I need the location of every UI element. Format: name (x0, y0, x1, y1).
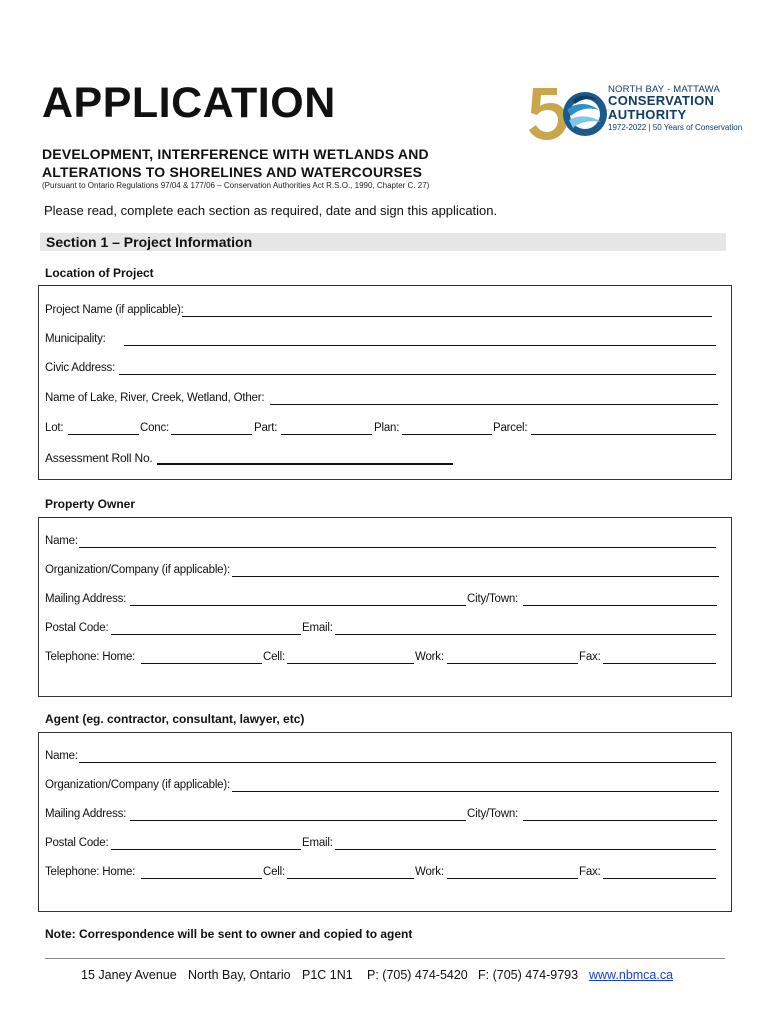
owner-name-field[interactable] (79, 547, 716, 548)
logo-text-anniversary: 1972-2022 | 50 Years of Conservation (608, 123, 743, 132)
owner-heading: Property Owner (45, 497, 136, 511)
project-name-label: Project Name (if applicable): (45, 304, 184, 316)
roll-number-field[interactable] (157, 463, 453, 465)
conc-label: Conc: (140, 422, 170, 434)
conc-field[interactable] (171, 434, 252, 435)
logo-text-conservation: CONSERVATION (608, 93, 715, 108)
correspondence-note: Note: Correspondence will be sent to owner and copied to agent (45, 927, 413, 941)
part-field[interactable] (281, 434, 372, 435)
agent-postal-field[interactable] (111, 849, 301, 850)
municipality-field[interactable] (124, 345, 716, 346)
footer-fax: F: (705) 474-9793 (478, 968, 579, 982)
agent-name-label: Name: (45, 750, 78, 762)
agent-work-label: Work: (415, 866, 444, 878)
agent-fax-field[interactable] (603, 878, 716, 879)
owner-work-label: Work: (415, 651, 444, 663)
parcel-label: Parcel: (493, 422, 528, 434)
owner-org-field[interactable] (232, 576, 719, 577)
agent-city-label: City/Town: (467, 808, 519, 820)
owner-city-field[interactable] (523, 605, 717, 606)
owner-name-label: Name: (45, 535, 78, 547)
owner-email-field[interactable] (335, 634, 716, 635)
owner-cell-label: Cell: (263, 651, 286, 663)
regulations-note: (Pursuant to Ontario Regulations 97/04 & 177/06 – Conservation Authorities Act R.S.O., 1990, Chapter C. 27) (42, 181, 430, 190)
agent-work-field[interactable] (447, 878, 578, 879)
logo-text-north-bay: NORTH BAY - MATTAWA (608, 84, 720, 95)
agent-fax-label: Fax: (579, 866, 601, 878)
logo-text-authority: AUTHORITY (608, 107, 687, 122)
agent-heading: Agent (eg. contractor, consultant, lawyer, etc) (45, 712, 305, 726)
lot-label: Lot: (45, 422, 64, 434)
part-label: Part: (254, 422, 278, 434)
owner-box (38, 517, 732, 697)
agent-org-label: Organization/Company (if applicable): (45, 779, 231, 791)
footer-address: 15 Janey Avenue (81, 968, 177, 982)
subtitle-line-2: ALTERATIONS TO SHORELINES AND WATERCOURSES (42, 164, 423, 180)
agent-email-label: Email: (302, 837, 333, 849)
owner-cell-field[interactable] (287, 663, 414, 664)
owner-fax-field[interactable] (603, 663, 716, 664)
subtitle-line-1: DEVELOPMENT, INTERFERENCE WITH WETLANDS AND (42, 146, 429, 162)
footer-postal: P1C 1N1 (302, 968, 353, 982)
owner-work-field[interactable] (447, 663, 578, 664)
footer-city: North Bay, Ontario (188, 968, 291, 982)
owner-postal-label: Postal Code: (45, 622, 109, 634)
agent-org-field[interactable] (232, 791, 719, 792)
owner-org-label: Organization/Company (if applicable): (45, 564, 231, 576)
owner-mailing-label: Mailing Address: (45, 593, 127, 605)
owner-mailing-field[interactable] (130, 605, 466, 606)
lot-field[interactable] (68, 434, 139, 435)
section-title: Section 1 – Project Information (46, 234, 253, 250)
plan-field[interactable] (402, 434, 492, 435)
form-subtitle (42, 145, 429, 181)
water-name-field[interactable] (270, 404, 718, 405)
owner-city-label: City/Town: (467, 593, 519, 605)
agent-cell-field[interactable] (287, 878, 414, 879)
project-name-field[interactable] (182, 316, 712, 317)
owner-fax-label: Fax: (579, 651, 601, 663)
owner-email-label: Email: (302, 622, 333, 634)
water-name-label: Name of Lake, River, Creek, Wetland, Other: (45, 392, 265, 404)
agent-cell-label: Cell: (263, 866, 286, 878)
owner-tel-home-label: Telephone: Home: (45, 651, 136, 663)
agent-tel-home-label: Telephone: Home: (45, 866, 136, 878)
fifty-years-logo-icon (527, 80, 607, 142)
agent-box (38, 732, 732, 912)
footer-phone: P: (705) 474-5420 (367, 968, 468, 982)
location-heading: Location of Project (45, 266, 154, 280)
nbmca-logo (527, 80, 743, 142)
agent-mailing-field[interactable] (130, 820, 466, 821)
agent-email-field[interactable] (335, 849, 716, 850)
agent-tel-home-field[interactable] (141, 878, 262, 879)
civic-address-label: Civic Address: (45, 362, 116, 374)
agent-city-field[interactable] (523, 820, 717, 821)
page-title: APPLICATION (42, 79, 336, 127)
owner-tel-home-field[interactable] (141, 663, 262, 664)
plan-label: Plan: (374, 422, 400, 434)
municipality-label: Municipality: (45, 333, 106, 345)
agent-name-field[interactable] (79, 762, 716, 763)
owner-postal-field[interactable] (111, 634, 301, 635)
agent-mailing-label: Mailing Address: (45, 808, 127, 820)
instructions-text: Please read, complete each section as required, date and sign this application. (44, 203, 498, 218)
footer-website-link[interactable]: www.nbmca.ca (589, 968, 674, 982)
agent-postal-label: Postal Code: (45, 837, 109, 849)
civic-address-field[interactable] (119, 374, 716, 375)
footer-divider (45, 958, 725, 959)
parcel-field[interactable] (531, 434, 716, 435)
roll-number-label: Assessment Roll No. (45, 451, 153, 465)
